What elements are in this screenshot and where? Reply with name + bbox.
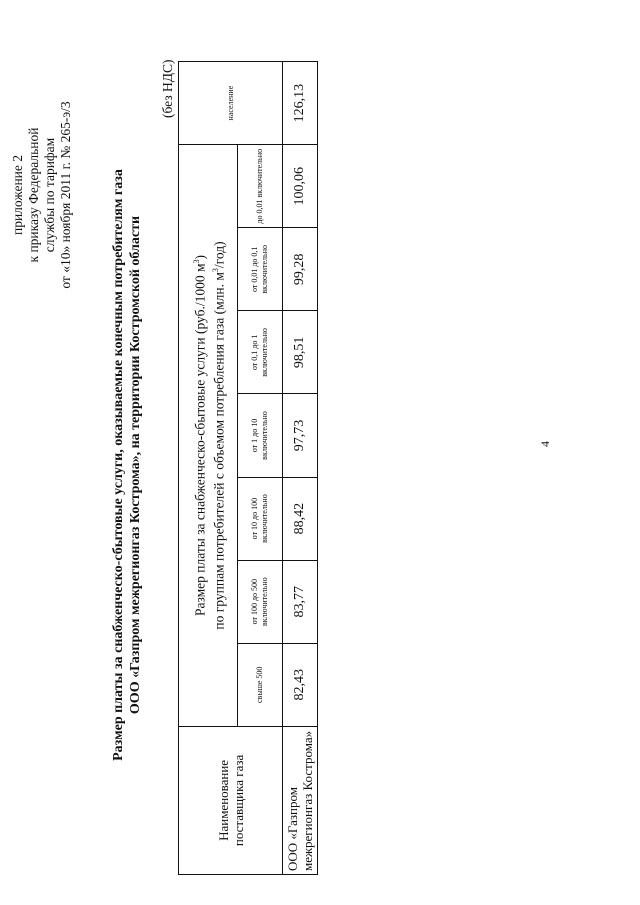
- superscript: 3: [211, 268, 220, 273]
- header-main-text: /год): [211, 241, 227, 269]
- supplier-name: ООО «Газпром межрегионгаз Кострома»: [283, 726, 318, 874]
- fee-value: 98,51: [283, 311, 318, 394]
- header-fee-by-group: [179, 145, 238, 727]
- header-group: от 10 до 100 включительно: [238, 477, 283, 560]
- fee-value: 82,43: [283, 643, 318, 726]
- table-header-row: [179, 62, 238, 875]
- header-group: от 1 до 10 включительно: [238, 394, 283, 477]
- appendix-line: приложение 2: [10, 154, 25, 236]
- header-group: до 0,01 включительно: [238, 145, 283, 228]
- appendix-line: от «10» ноября 2011 г. № 265-э/3: [58, 101, 73, 289]
- header-group: от 0,01 до 0,1 включительно: [238, 228, 283, 311]
- fee-value: 100,06: [283, 145, 318, 228]
- tariff-table: [178, 61, 318, 875]
- header-group: от 100 до 500 включительно: [238, 560, 283, 643]
- header-main-text: Размер платы за снабженческо-сбытовые услуги (руб./1000 м: [192, 263, 207, 617]
- header-population: население: [179, 62, 283, 145]
- page-number: 4: [538, 441, 552, 447]
- fee-value: 99,28: [283, 228, 318, 311]
- header-main-text: по группам потребителей с объемом потребления газа (млн. м: [211, 272, 227, 630]
- superscript: 3: [191, 259, 201, 264]
- title-line: Размер платы за снабженческо-сбытовые услуги, оказываемые конечным потребителям газа: [111, 169, 126, 761]
- vat-note: (без НДС): [160, 59, 175, 118]
- title-line: ООО «Газпром межрегионгаз Кострома», на территории Костромской области: [128, 215, 143, 715]
- header-group: свыше 500: [238, 643, 283, 726]
- document-title: [110, 75, 144, 855]
- fee-value: 88,42: [283, 477, 318, 560]
- header-supplier: Наименование поставщика газа: [179, 726, 283, 874]
- header-group: от 0,1 до 1 включительно: [238, 311, 283, 394]
- appendix-reference: [10, 65, 74, 325]
- header-main-text: ): [192, 254, 207, 260]
- appendix-line: к приказу Федеральной: [26, 127, 41, 263]
- fee-value: 97,73: [283, 394, 318, 477]
- fee-value: 126,13: [283, 62, 318, 145]
- fee-value: 83,77: [283, 560, 318, 643]
- table-row: [283, 62, 318, 875]
- appendix-line: службы по тарифам: [42, 137, 57, 253]
